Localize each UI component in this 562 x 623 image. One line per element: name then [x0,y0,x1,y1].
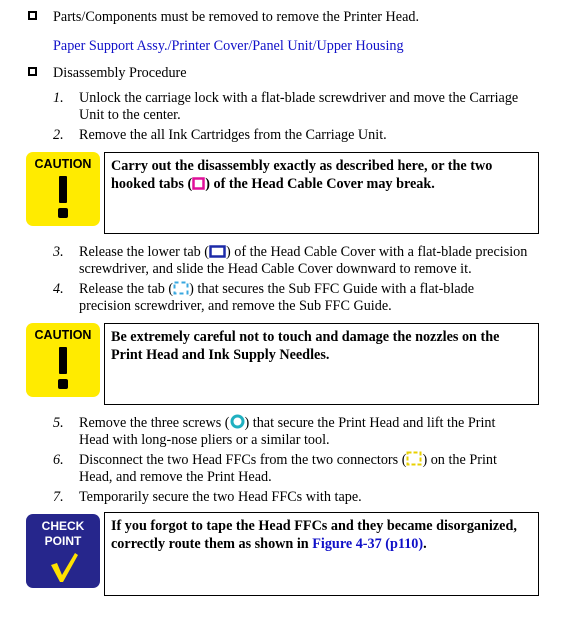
caution-text: Be extremely careful not to touch and damage the nozzles on the [111,329,500,345]
step-text: Unit to the center. [79,107,181,123]
step-number: 5. [53,415,64,431]
caution-label: CAUTION [34,328,92,342]
step-text: Head with long-nose pliers or a similar tool. [79,432,330,448]
step-text: Release the lower tab ( ) of the Head Cable Cover with a flat-blade precision [79,244,528,260]
caution-badge [26,152,100,226]
exclamation-dot-icon [58,208,68,218]
step-text: screwdriver, and slide the Head Cable Cover downward to remove it. [79,261,472,277]
step-text: Temporarily secure the two Head FFCs with tape. [79,489,362,505]
lower-tab-icon [209,245,226,258]
caution-box [104,323,539,405]
checkbox-bullet [28,11,37,20]
check-point-box [104,512,539,596]
parts-list-link[interactable]: Paper Support Assy./Printer Cover/Panel Unit/Upper Housing [53,38,404,54]
checkbox-bullet [28,67,37,76]
screw-icon [230,414,245,429]
checkmark-icon [49,551,79,583]
hooked-tab-icon [192,177,205,190]
caution-text: Carry out the disassembly exactly as described here, or the two [111,158,493,174]
caution-text: hooked tabs ( ) of the Head Cable Cover may break. [111,176,435,192]
check-point-text: If you forgot to tape the Head FFCs and they became disorganized, [111,518,517,534]
step-text: Head, and remove the Print Head. [79,469,272,485]
step-text: Remove the all Ink Cartridges from the Carriage Unit. [79,127,387,143]
exclamation-icon [59,176,67,203]
step-number: 2. [53,127,64,143]
caution-box [104,152,539,234]
connector-icon [406,451,422,466]
step-number: 1. [53,90,64,106]
caution-badge [26,323,100,397]
step-number: 4. [53,281,64,297]
step-number: 7. [53,489,64,505]
step-text: Unlock the carriage lock with a flat-blade screwdriver and move the Carriage [79,90,519,106]
caution-text: Print Head and Ink Supply Needles. [111,347,330,363]
exclamation-dot-icon [58,379,68,389]
step-text: Disconnect the two Head FFCs from the two connectors ( ) on the Print [79,452,497,468]
figure-link[interactable]: Figure 4-37 (p110) [312,536,424,552]
step-number: 6. [53,452,64,468]
step-text: precision screwdriver, and remove the Sub FFC Guide. [79,298,392,314]
exclamation-icon [59,347,67,374]
check-point-label: CHECK POINT [41,519,85,548]
procedure-heading: Disassembly Procedure [53,65,187,81]
check-point-badge [26,514,100,588]
parts-heading: Parts/Components must be removed to remove the Printer Head. [53,9,420,25]
sub-ffc-tab-icon [173,281,189,295]
check-point-text: correctly route them as shown in Figure 4-37 (p110). [111,536,427,552]
step-text: Release the tab ( ) that secures the Sub FFC Guide with a flat-blade [79,281,475,297]
caution-label: CAUTION [34,157,92,171]
step-number: 3. [53,244,64,260]
step-text: Remove the three screws ( ) that secure the Print Head and lift the Print [79,415,496,431]
